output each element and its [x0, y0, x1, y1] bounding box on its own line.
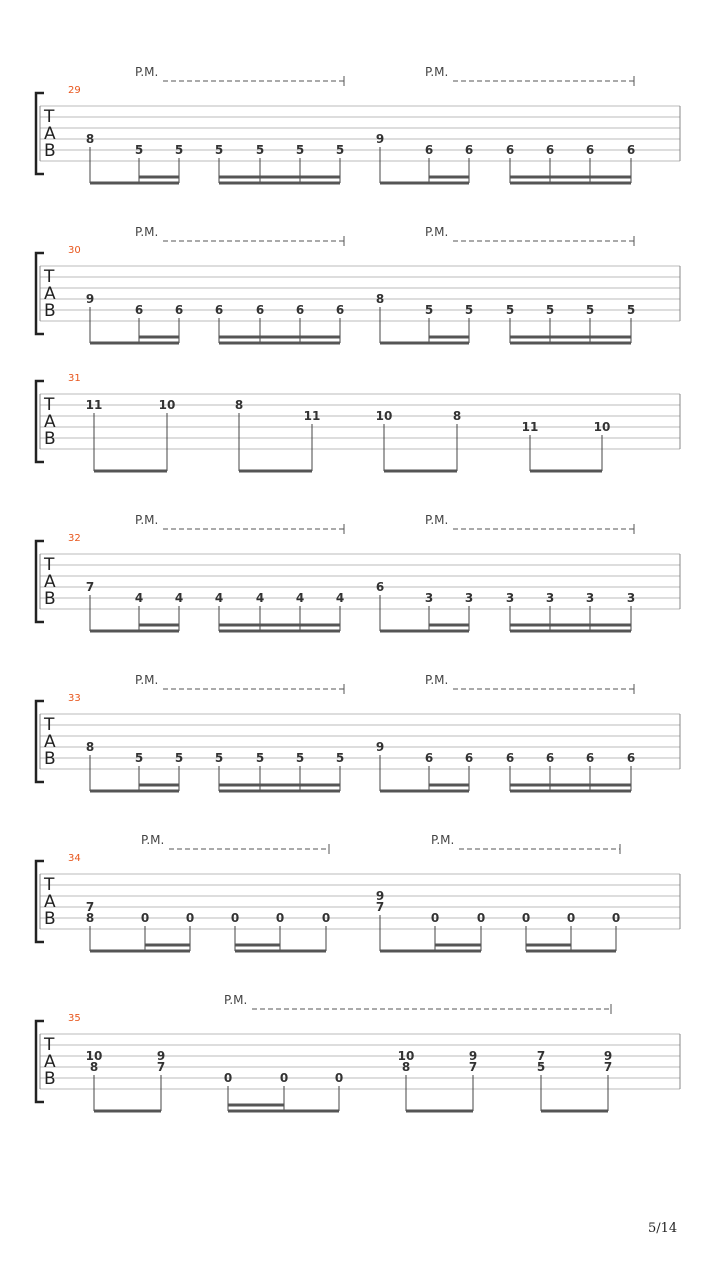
fret-number: 5	[505, 303, 515, 317]
beam-secondary	[139, 176, 179, 179]
beam-secondary	[219, 176, 340, 179]
fret-number: 6	[585, 143, 595, 157]
palm-mute-label: P.M.	[135, 225, 159, 239]
fret-number: 0	[279, 1071, 289, 1085]
beam-primary	[90, 182, 179, 185]
fret-number: 5	[134, 143, 144, 157]
fret-number: 7	[468, 1060, 478, 1074]
fret-number: 11	[85, 398, 103, 412]
beam-group	[376, 409, 462, 473]
beam-secondary	[139, 624, 179, 627]
fret-number: 3	[545, 591, 555, 605]
beam-group	[86, 1049, 166, 1113]
fret-number: 9	[85, 292, 95, 306]
beam-secondary	[526, 944, 571, 947]
beam-group	[522, 420, 611, 473]
beam-group	[376, 740, 473, 793]
measure-number: 32	[68, 533, 81, 544]
fret-number: 5	[174, 143, 184, 157]
beam-group	[376, 292, 473, 345]
beam-primary	[228, 1110, 339, 1113]
fret-number: 0	[185, 911, 195, 925]
fret-number: 6	[505, 751, 515, 765]
tab-clef-letter: A	[44, 732, 56, 752]
beam-group	[537, 1049, 612, 1113]
beam-primary	[380, 342, 469, 345]
beam-primary	[239, 470, 312, 473]
tab-clef-letter: B	[44, 909, 56, 929]
beam-secondary	[219, 336, 340, 339]
fret-number: 10	[158, 398, 176, 412]
fret-number: 5	[585, 303, 595, 317]
beam-group	[86, 900, 194, 953]
staff-system	[36, 673, 680, 793]
tab-clef-letter: A	[44, 284, 56, 304]
staff-system	[36, 833, 680, 953]
beam-primary	[380, 630, 469, 633]
beam-primary	[94, 470, 167, 473]
fret-number: 8	[452, 409, 462, 423]
beam-secondary	[435, 944, 481, 947]
beam-primary	[380, 182, 469, 185]
fret-number: 9	[156, 1049, 166, 1063]
palm-mute-label: P.M.	[425, 225, 449, 239]
fret-number: 4	[174, 591, 184, 605]
fret-number: 0	[140, 911, 150, 925]
beam-primary	[510, 630, 631, 633]
fret-number: 8	[85, 132, 95, 146]
beam-group	[231, 911, 330, 953]
beam-group	[235, 398, 321, 473]
staff-system	[36, 225, 680, 345]
fret-number: 6	[295, 303, 305, 317]
fret-number: 5	[335, 143, 345, 157]
fret-number: 11	[521, 420, 539, 434]
tab-clef-letter: T	[44, 107, 55, 127]
palm-mute-label: P.M.	[431, 833, 455, 847]
fret-number: 6	[545, 143, 555, 157]
fret-number: 7	[156, 1060, 166, 1074]
fret-number: 5	[335, 751, 345, 765]
beam-secondary	[510, 336, 631, 339]
beam-secondary	[235, 944, 280, 947]
beam-primary	[90, 342, 179, 345]
fret-number: 0	[611, 911, 621, 925]
beam-secondary	[219, 624, 340, 627]
fret-number: 5	[464, 303, 474, 317]
beam-primary	[219, 790, 340, 793]
beam-group	[215, 143, 344, 185]
fret-number: 3	[424, 591, 434, 605]
beam-secondary	[429, 176, 469, 179]
beam-group	[86, 292, 183, 345]
beam-secondary	[510, 176, 631, 179]
fret-number: 9	[375, 132, 385, 146]
tab-clef-letter: B	[44, 589, 56, 609]
page-number: 5/14	[648, 1221, 678, 1236]
beam-group	[215, 303, 344, 345]
beam-primary	[90, 950, 190, 953]
fret-number: 10	[397, 1049, 415, 1063]
fret-number: 0	[321, 911, 331, 925]
beam-secondary	[429, 624, 469, 627]
fret-number: 9	[603, 1049, 613, 1063]
measure-number: 29	[68, 85, 81, 96]
fret-number: 5	[214, 751, 224, 765]
beam-group	[506, 751, 635, 793]
tab-clef-letter: T	[44, 1035, 55, 1055]
fret-number: 6	[464, 143, 474, 157]
beam-secondary	[429, 784, 469, 787]
palm-mute-label: P.M.	[141, 833, 165, 847]
beam-primary	[219, 630, 340, 633]
fret-number: 6	[424, 143, 434, 157]
beam-group	[215, 591, 344, 633]
fret-number: 4	[335, 591, 345, 605]
fret-number: 9	[375, 740, 385, 754]
beam-primary	[541, 1110, 608, 1113]
fret-number: 5	[214, 143, 224, 157]
measure-number: 31	[68, 373, 81, 384]
beam-group	[506, 143, 635, 185]
tab-clef-letter: A	[44, 892, 56, 912]
beam-group	[376, 580, 473, 633]
fret-number: 6	[464, 751, 474, 765]
fret-number: 4	[255, 591, 265, 605]
fret-number: 6	[375, 580, 385, 594]
fret-number: 0	[275, 911, 285, 925]
fret-number: 4	[295, 591, 305, 605]
beam-group	[215, 751, 344, 793]
fret-number: 6	[505, 143, 515, 157]
fret-number: 5	[536, 1060, 546, 1074]
tab-clef-letter: T	[44, 267, 55, 287]
beam-primary	[219, 342, 340, 345]
fret-number: 3	[505, 591, 515, 605]
beam-group	[376, 132, 473, 185]
tab-clef-letter: B	[44, 429, 56, 449]
beam-primary	[526, 950, 616, 953]
fret-number: 7	[85, 900, 95, 914]
beam-group	[506, 303, 635, 345]
beam-primary	[510, 790, 631, 793]
beam-secondary	[510, 784, 631, 787]
fret-number: 9	[375, 889, 385, 903]
beam-primary	[90, 790, 179, 793]
beam-primary	[235, 950, 326, 953]
fret-number: 7	[603, 1060, 613, 1074]
fret-number: 5	[295, 143, 305, 157]
fret-number: 5	[424, 303, 434, 317]
fret-number: 7	[85, 580, 95, 594]
fret-number: 5	[255, 751, 265, 765]
measure-number: 34	[68, 853, 81, 864]
fret-number: 6	[424, 751, 434, 765]
fret-number: 0	[230, 911, 240, 925]
beam-group	[86, 580, 183, 633]
beam-secondary	[510, 624, 631, 627]
beam-group	[86, 132, 183, 185]
fret-number: 8	[375, 292, 385, 306]
staff-system	[36, 373, 680, 473]
fret-number: 5	[545, 303, 555, 317]
tab-clef-letter: B	[44, 749, 56, 769]
fret-number: 3	[626, 591, 636, 605]
beam-primary	[380, 790, 469, 793]
fret-number: 10	[85, 1049, 103, 1063]
beam-secondary	[219, 784, 340, 787]
fret-number: 6	[626, 751, 636, 765]
palm-mute-label: P.M.	[425, 65, 449, 79]
palm-mute-label: P.M.	[425, 673, 449, 687]
tab-clef-letter: B	[44, 301, 56, 321]
tab-clef-letter: T	[44, 715, 55, 735]
beam-primary	[406, 1110, 473, 1113]
tab-clef-letter: T	[44, 555, 55, 575]
fret-number: 4	[134, 591, 144, 605]
fret-number: 5	[255, 143, 265, 157]
beam-secondary	[145, 944, 190, 947]
fret-number: 0	[521, 911, 531, 925]
fret-number: 11	[303, 409, 321, 423]
beam-primary	[380, 950, 481, 953]
tab-clef-letter: A	[44, 572, 56, 592]
fret-number: 8	[89, 1060, 99, 1074]
tab-clef-letter: B	[44, 141, 56, 161]
staff-system	[36, 513, 680, 633]
beam-secondary	[139, 336, 179, 339]
measure-number: 33	[68, 693, 81, 704]
fret-number: 0	[223, 1071, 233, 1085]
tab-clef-letter: B	[44, 1069, 56, 1089]
palm-mute-label: P.M.	[135, 65, 159, 79]
fret-number: 3	[585, 591, 595, 605]
staff-system	[36, 65, 680, 185]
beam-primary	[530, 470, 602, 473]
tab-clef-letter: A	[44, 412, 56, 432]
fret-number: 8	[85, 911, 95, 925]
fret-number: 6	[214, 303, 224, 317]
fret-number: 5	[134, 751, 144, 765]
fret-number: 6	[335, 303, 345, 317]
fret-number: 5	[295, 751, 305, 765]
beam-group	[522, 911, 620, 953]
beam-secondary	[429, 336, 469, 339]
tab-clef-letter: A	[44, 1052, 56, 1072]
beam-group	[506, 591, 635, 633]
beam-primary	[94, 1110, 161, 1113]
palm-mute-label: P.M.	[224, 993, 248, 1007]
fret-number: 0	[430, 911, 440, 925]
fret-number: 6	[134, 303, 144, 317]
beam-group	[376, 889, 485, 953]
fret-number: 10	[375, 409, 393, 423]
beam-primary	[384, 470, 457, 473]
fret-number: 5	[174, 751, 184, 765]
tab-clef-letter: A	[44, 124, 56, 144]
fret-number: 0	[334, 1071, 344, 1085]
fret-number: 7	[375, 900, 385, 914]
staff-system	[36, 993, 680, 1113]
fret-number: 6	[585, 751, 595, 765]
fret-number: 8	[401, 1060, 411, 1074]
fret-number: 7	[536, 1049, 546, 1063]
fret-number: 0	[566, 911, 576, 925]
palm-mute-label: P.M.	[135, 513, 159, 527]
fret-number: 8	[234, 398, 244, 412]
fret-number: 6	[545, 751, 555, 765]
fret-number: 8	[85, 740, 95, 754]
fret-number: 0	[476, 911, 486, 925]
fret-number: 6	[626, 143, 636, 157]
fret-number: 10	[593, 420, 611, 434]
fret-number: 5	[626, 303, 636, 317]
fret-number: 4	[214, 591, 224, 605]
beam-primary	[90, 630, 179, 633]
fret-number: 3	[464, 591, 474, 605]
beam-group	[398, 1049, 478, 1113]
fret-number: 6	[174, 303, 184, 317]
measure-number: 30	[68, 245, 81, 256]
beam-primary	[510, 182, 631, 185]
beam-primary	[219, 182, 340, 185]
fret-number: 9	[468, 1049, 478, 1063]
beam-primary	[510, 342, 631, 345]
beam-secondary	[228, 1104, 284, 1107]
palm-mute-label: P.M.	[425, 513, 449, 527]
measure-number: 35	[68, 1013, 81, 1024]
beam-secondary	[139, 784, 179, 787]
fret-number: 6	[255, 303, 265, 317]
tab-clef-letter: T	[44, 395, 55, 415]
beam-group	[86, 740, 183, 793]
beam-group	[86, 398, 176, 473]
tab-clef-letter: T	[44, 875, 55, 895]
palm-mute-label: P.M.	[135, 673, 159, 687]
beam-group	[224, 1071, 343, 1113]
